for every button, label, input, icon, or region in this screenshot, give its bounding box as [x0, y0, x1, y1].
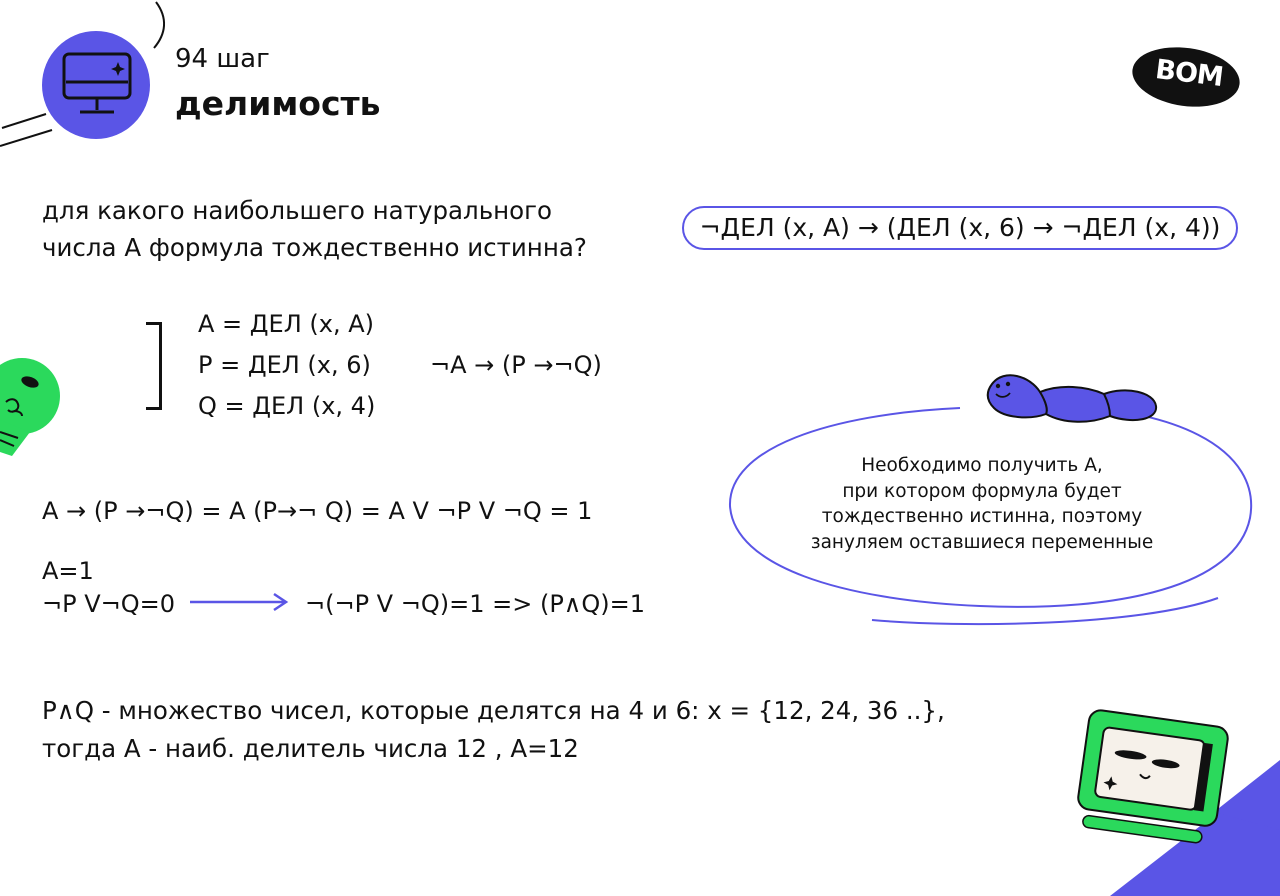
- bubble-line: тождественно истинна, поэтому: [821, 506, 1143, 527]
- deco-stroke: [2, 114, 46, 128]
- result: ¬(¬P V ¬Q)=1 => (P∧Q)=1: [305, 590, 645, 618]
- lightbulb-icon: [0, 358, 60, 456]
- conclusion: [42, 692, 1002, 768]
- derivation: A → (P →¬Q) = A (P→¬ Q) = A V ¬P V ¬Q = 1: [42, 497, 593, 525]
- question-line: для какого наибольшего натурального: [42, 196, 553, 225]
- conclusion-line: тогда A - наиб. делитель числа 12 , A=12: [42, 734, 579, 763]
- question-line: числа А формула тождественно истинна?: [42, 233, 587, 262]
- worm-mascot-icon: [988, 375, 1156, 421]
- definition-p: P = ДЕЛ (x, 6): [198, 351, 371, 379]
- logo: ВОМ: [1153, 54, 1225, 93]
- bubble-line: при котором формула будет: [842, 480, 1122, 502]
- lesson-title: делимость: [175, 84, 381, 123]
- arrow-icon: [190, 594, 286, 610]
- formula-box: ¬ДЕЛ (x, A) → (ДЕЛ (x, 6) → ¬ДЕЛ (x, 4)): [682, 206, 1238, 250]
- condition: ¬P V¬Q=0: [42, 590, 176, 618]
- bubble-text: [782, 453, 1182, 555]
- bubble-line: зануляем оставшиеся переменные: [810, 531, 1154, 553]
- deco-stroke: [154, 2, 164, 48]
- bubble-line: Необходимо получить А,: [861, 455, 1103, 476]
- retro-monitor-icon: [1074, 709, 1229, 845]
- deco-stroke: [0, 130, 52, 146]
- conclusion-line: P∧Q - множество чисел, которые делятся на 4 и 6: x = {12, 24, 36 ..},: [42, 696, 945, 725]
- implication: ¬A → (P →¬Q): [430, 351, 602, 379]
- step-label: 94 шаг: [175, 44, 270, 74]
- definition-a: A = ДЕЛ (x, A): [198, 310, 374, 338]
- a-value: A=1: [42, 557, 94, 585]
- definition-q: Q = ДЕЛ (x, 4): [198, 392, 376, 420]
- computer-icon: [42, 31, 150, 139]
- system-brace: [146, 322, 162, 410]
- question: [42, 192, 682, 266]
